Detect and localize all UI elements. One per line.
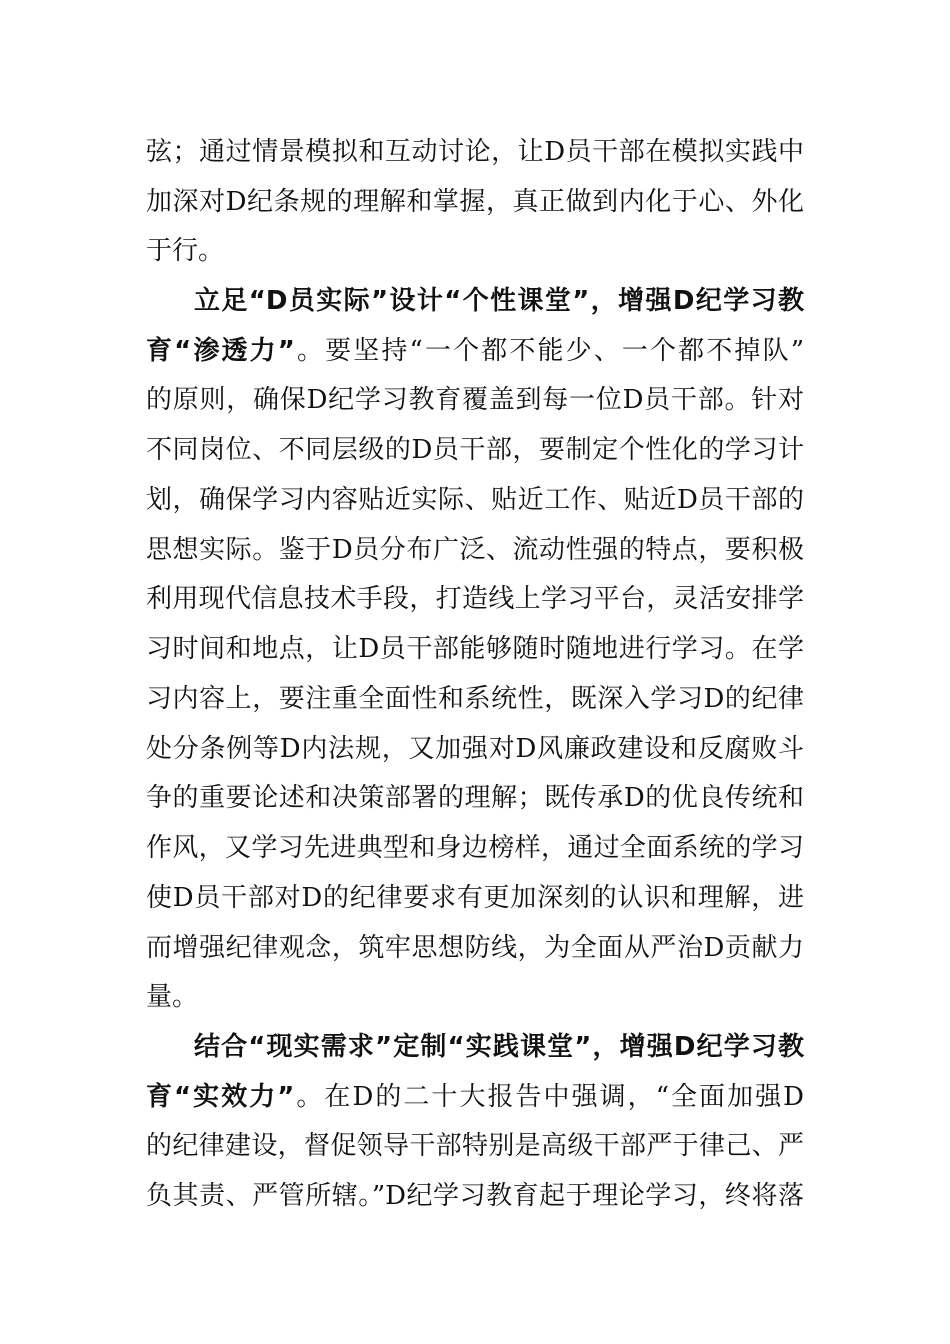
paragraph-2-heading-rest: 。要坚持“一个都不能少、一个都不掉队” xyxy=(294,336,804,366)
paragraph-2-line-2: 不同岗位、不同层级的D员干部，要制定个性化的学习计 xyxy=(146,435,804,465)
paragraph-2-line-10: 作风，又学习先进典型和身边榜样，通过全面系统的学习 xyxy=(146,833,804,863)
paragraph-3-heading-line-2 xyxy=(146,1077,804,1117)
paragraph-2-line-4: 思想实际。鉴于D员分布广泛、流动性强的特点，要积极 xyxy=(146,535,804,565)
paragraph-2-line-13: 量。 xyxy=(146,982,199,1012)
paragraph-1-line-2: 加深对D纪条规的理解和掌握，真正做到内化于心、外化 xyxy=(146,187,804,217)
paragraph-1-line-1: 弦；通过情景模拟和互动讨论，让D员干部在模拟实践中 xyxy=(146,137,804,167)
paragraph-3-line-2: 负其责、严管所辖。”D纪学习教育起于理论学习，终将落 xyxy=(146,1181,804,1211)
paragraph-2-line-12: 而增强纪律观念，筑牢思想防线，为全面从严治D贡献力 xyxy=(146,933,804,963)
paragraph-2-heading-line-2 xyxy=(146,331,804,371)
paragraph-2-line-3: 划，确保学习内容贴近实际、贴近工作、贴近D员干部的 xyxy=(146,485,804,515)
paragraph-2-line-8: 处分条例等D内法规，又加强对D风廉政建设和反腐败斗 xyxy=(146,734,804,764)
paragraph-2-heading-bold: 育“渗透力” xyxy=(146,336,295,366)
paragraph-2-line-1: 的原则，确保D纪学习教育覆盖到每一位D员干部。针对 xyxy=(146,385,804,415)
paragraph-3-heading-rest: 。在D的二十大报告中强调，“全面加强D xyxy=(294,1082,804,1112)
paragraph-3-heading-line-1: 结合“现实需求”定制“实践课堂”，增强D纪学习教 xyxy=(194,1032,804,1062)
paragraph-1-line-3: 于行。 xyxy=(146,236,225,266)
paragraph-3-line-1: 的纪律建设，督促领导干部特别是高级干部严于律己、严 xyxy=(146,1131,804,1161)
paragraph-3-heading-bold: 育“实效力” xyxy=(146,1082,295,1112)
paragraph-2-line-9: 争的重要论述和决策部署的理解；既传承D的优良传统和 xyxy=(146,783,804,813)
paragraph-2-line-7: 习内容上，要注重全面性和系统性，既深入学习D的纪律 xyxy=(146,684,804,714)
paragraph-2-line-6: 习时间和地点，让D员干部能够随时随地进行学习。在学 xyxy=(146,634,804,664)
paragraph-2-heading-line-1: 立足“D员实际”设计“个性课堂”，增强D纪学习教 xyxy=(194,286,804,316)
paragraph-2-line-5: 利用现代信息技术手段，打造线上学习平台，灵活安排学 xyxy=(146,584,804,614)
paragraph-2-line-11: 使D员干部对D的纪律要求有更加深刻的认识和理解，进 xyxy=(146,883,804,913)
